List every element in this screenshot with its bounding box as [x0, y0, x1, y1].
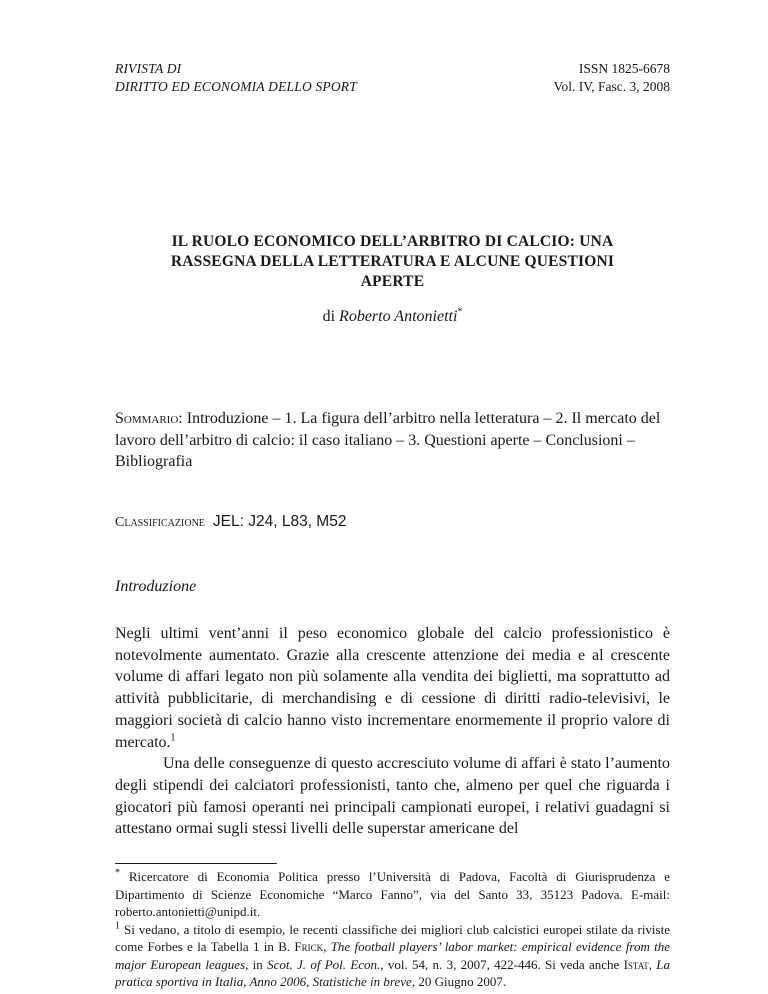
summary	[115, 408, 670, 473]
paragraph-2: Una delle conseguenze di questo accresciuto volume di affari è stato l’aumento degli stipendi dei calciatori professionisti, tanto che, almeno per quel che riguarda i giocatori più famosi operanti nei principali campionati europei, i relativi guadagni si attestano ormai sugli stessi livelli delle superstar americane del	[115, 755, 670, 838]
cited-title-frick: The football players’ labor market: empirical evidence from the major European leagues,	[115, 939, 671, 972]
summary-label: Sommario	[115, 410, 179, 427]
footnotes	[115, 868, 670, 991]
jel-codes: JEL: J24, L83, M52	[212, 513, 347, 530]
article-title-line3: APERTE	[360, 273, 425, 290]
cited-journal: Scot. J. of Pol. Econ.	[267, 956, 381, 972]
footnote-star-text: Ricercatore di Economia Politica presso l’Università di Padova, Facoltà di Giurisprudenza e Dipartimento di Scienze Economiche “Marco Fanno”, via del Santo 33, 35123 Padova. E-mail: roberto.antonietti@unipd.it.	[115, 869, 670, 919]
journal-name	[115, 60, 357, 96]
paragraph-1-text: Negli ultimi vent’anni il peso economico globale del calcio professionistico è notevolmente aumentato. Grazie alla crescente attenzione dei media e al crescente volume di affari legato non più solamente alla vendita dei biglietti, ma soprattutto ad attività pubblicitarie, di merchandising e di cessione di diritti radio-televisivi, le maggiori società di calcio hanno visto incrementare enormemente il proprio valore di mercato.	[115, 625, 670, 751]
author-line	[115, 308, 670, 326]
cited-title-istat: La pratica sportiva in Italia, Anno 2006, Statistiche in breve	[115, 956, 670, 989]
footnote-1	[115, 921, 670, 991]
classification	[115, 513, 346, 531]
classification-label: Classificazione	[115, 515, 205, 530]
section-heading: Introduzione	[115, 578, 197, 595]
footnote-1-text-b: ,	[323, 939, 331, 954]
summary-text: : Introduzione – 1. La figura dell’arbitro nella letteratura – 2. Il mercato del lavoro dell’arbitro di calcio: il caso italiano – 3. Questioni aperte – Conclusioni – Bibliografia	[115, 410, 661, 470]
cited-author-istat: Istat	[623, 956, 649, 972]
article-title	[115, 232, 670, 292]
article-title-line1: IL RUOLO ECONOMICO DELL’ARBITRO DI CALCIO: UNA	[171, 233, 614, 250]
author-footnote-mark: *	[457, 306, 463, 318]
paragraph-1	[115, 623, 670, 753]
author-name: Roberto Antonietti	[339, 308, 458, 325]
footnote-star	[115, 868, 670, 921]
volume-issue: Vol. IV, Fasc. 3, 2008	[553, 79, 670, 94]
footnote-1-mark: 1	[115, 920, 120, 932]
cited-author-frick: Frick	[294, 939, 324, 954]
footnote-1-text-e: ,	[648, 956, 657, 972]
article-title-line2: RASSEGNA DELLA LETTERATURA E ALCUNE QUESTIONI	[170, 253, 615, 270]
footnote-1-text-c: in	[248, 956, 268, 972]
footnote-1-text-d: , vol. 54, n. 3, 2007, 422-446. Si veda anche	[380, 956, 624, 972]
footnote-1-text-a: Si vedano, a titolo di esempio, le recenti classifiche dei migliori club calcistici europei stilate da riviste come Forbes e la Tabella 1 in B.	[115, 921, 670, 954]
journal-name-line1: RIVISTA DI	[115, 61, 182, 76]
footnote-divider	[115, 863, 277, 864]
footnote-ref-1: 1	[170, 732, 176, 744]
journal-issue-info	[553, 60, 670, 96]
footnote-star-mark: *	[115, 867, 120, 879]
footnote-1-text-f: , 20 Giugno 2007.	[411, 974, 507, 989]
body-text	[115, 623, 670, 840]
author-prefix: di	[322, 308, 340, 325]
issn: ISSN 1825-6678	[578, 61, 670, 76]
journal-name-line2: DIRITTO ED ECONOMIA DELLO SPORT	[115, 79, 357, 94]
